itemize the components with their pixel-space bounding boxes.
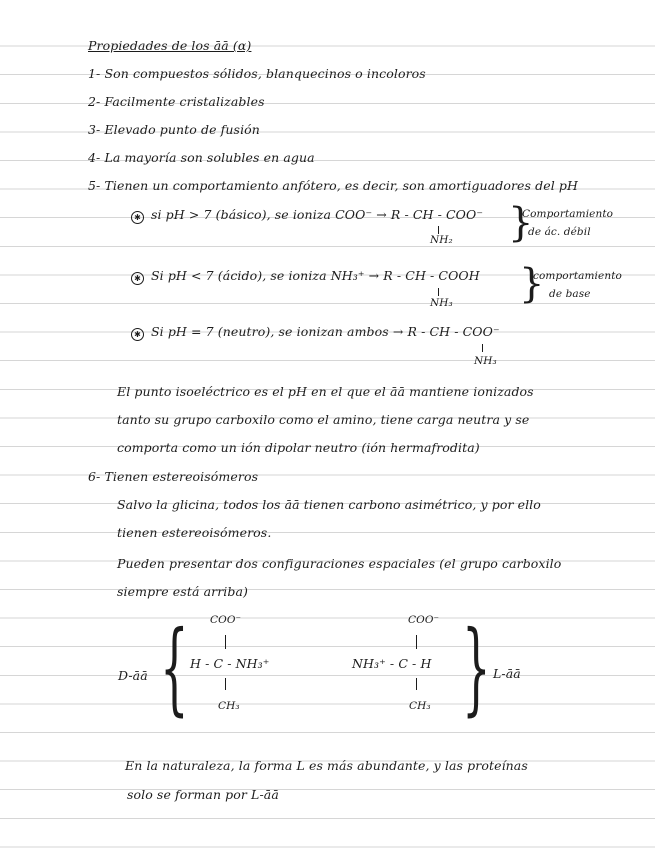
d-aa-label: D-āā bbox=[118, 668, 148, 683]
d-center: H - C - NH₃⁺ bbox=[190, 656, 270, 671]
bond-line bbox=[225, 678, 226, 690]
case-basic-text: si pH > 7 (básico), se ioniza COO⁻ → R - CH - COO⁻ bbox=[151, 207, 484, 222]
isoelectric-line-3: comporta como un ión dipolar neutro (ión hermafrodita) bbox=[117, 440, 480, 455]
bond-line bbox=[416, 635, 417, 649]
right-brace-icon: } bbox=[519, 261, 545, 307]
case-basic-note2: de ác. débil bbox=[528, 226, 591, 238]
case-neutral-text: Si pH = 7 (neutro), se ionizan ambos → R - CH - COO⁻ bbox=[151, 324, 500, 339]
property-6: 6- Tienen estereoisómeros bbox=[88, 469, 259, 484]
left-brace-icon: { bbox=[160, 609, 189, 726]
property-5: 5- Tienen un comportamiento anfótero, es decir, son amortiguadores del pH bbox=[88, 178, 579, 193]
config-line-2: siempre está arriba) bbox=[117, 584, 249, 599]
star-bullet-icon: ✱ bbox=[131, 272, 144, 285]
case-acid-note1: comportamiento bbox=[533, 270, 622, 282]
stereo-line-2: tienen estereoisómeros. bbox=[117, 525, 272, 540]
case-basic-note1: Comportamiento bbox=[522, 208, 614, 220]
property-2: 2- Facilmente cristalizables bbox=[88, 94, 265, 109]
bond-line bbox=[482, 344, 483, 352]
nature-line-2: solo se forman por L-āā bbox=[127, 787, 279, 802]
property-4: 4- La mayoría son solubles en agua bbox=[88, 150, 315, 165]
l-carboxyl: COO⁻ bbox=[408, 614, 440, 626]
isoelectric-line-1: El punto isoeléctrico es el pH en el que el āā mantiene ionizados bbox=[117, 384, 534, 399]
stereo-line-1: Salvo la glicina, todos los āā tienen carbono asimétrico, y por ello bbox=[117, 497, 541, 512]
l-methyl: CH₃ bbox=[409, 700, 431, 712]
right-brace-icon: } bbox=[462, 609, 491, 726]
d-methyl: CH₃ bbox=[218, 700, 240, 712]
property-3: 3- Elevado punto de fusión bbox=[88, 122, 260, 137]
isoelectric-line-2: tanto su grupo carboxilo como el amino, tiene carga neutra y se bbox=[117, 412, 530, 427]
bond-line bbox=[438, 226, 439, 234]
star-bullet-icon: ✱ bbox=[131, 211, 144, 224]
l-aa-label: L-āā bbox=[493, 666, 521, 681]
config-line-1: Pueden presentar dos configuraciones espaciales (el grupo carboxilo bbox=[117, 556, 562, 571]
bond-line bbox=[438, 288, 439, 296]
right-brace-icon: } bbox=[508, 200, 534, 246]
nature-line-1: En la naturaleza, la forma L es más abundante, y las proteínas bbox=[125, 758, 528, 773]
notes-title: Propiedades de los āā (α) bbox=[88, 38, 252, 53]
bond-line bbox=[225, 635, 226, 649]
property-1: 1- Son compuestos sólidos, blanquecinos o incoloros bbox=[88, 66, 426, 81]
case-acid-note2: de base bbox=[549, 288, 591, 300]
case-acid-sub: NH₃ bbox=[430, 297, 453, 309]
case-basic-sub: NH₂ bbox=[430, 234, 453, 246]
bond-line bbox=[416, 678, 417, 690]
star-bullet-icon: ✱ bbox=[131, 328, 144, 341]
l-center: NH₃⁺ - C - H bbox=[352, 656, 432, 671]
d-carboxyl: COO⁻ bbox=[210, 614, 242, 626]
case-neutral-sub: NH₃ bbox=[474, 355, 497, 367]
case-acid-text: Si pH < 7 (ácido), se ioniza NH₃⁺ → R - CH - COOH bbox=[151, 268, 480, 283]
